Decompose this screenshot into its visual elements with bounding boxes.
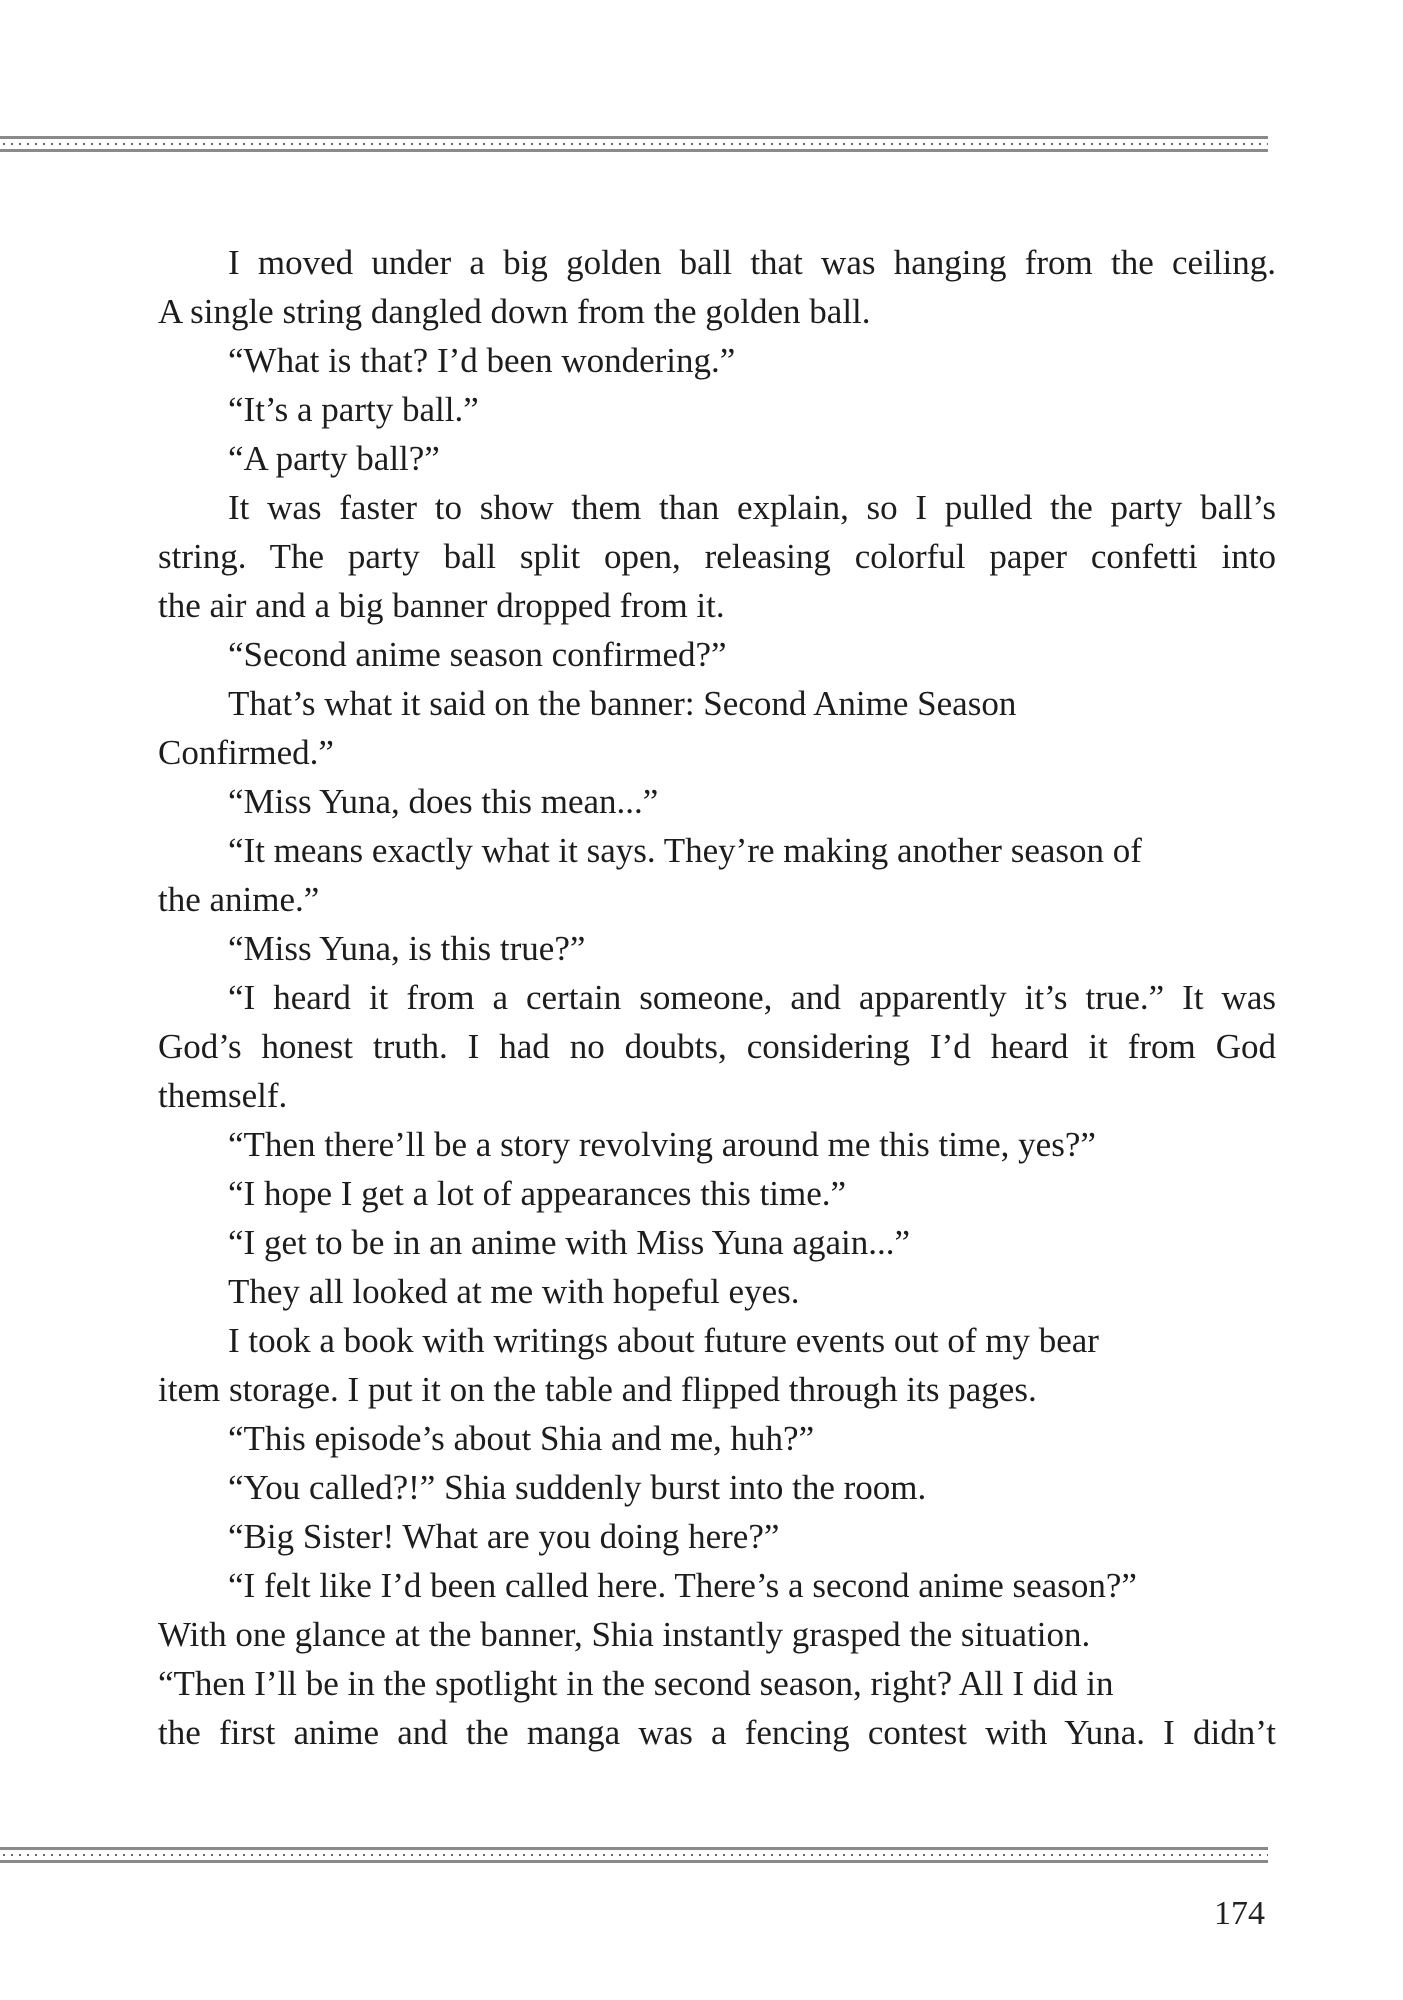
header-rule: [0, 136, 1268, 152]
text-line: They all looked at me with hopeful eyes.: [228, 1272, 800, 1311]
text-line: It was faster to show them than explain, so I pulled the party ball’s: [228, 488, 1276, 527]
text-line: Confirmed.”: [158, 733, 334, 772]
text-line: “I get to be in an anime with Miss Yuna again...”: [228, 1223, 911, 1262]
text-line: “What is that? I’d been wondering.”: [228, 341, 736, 380]
text-line: That’s what it said on the banner: Second Anime Season: [228, 684, 1017, 723]
text-line: “I hope I get a lot of appearances this time.”: [228, 1174, 847, 1213]
text-line: A single string dangled down from the golden ball.: [158, 292, 871, 331]
text-line: I moved under a big golden ball that was hanging from the ceiling.: [228, 243, 1276, 282]
text-line: I took a book with writings about future events out of my bear: [228, 1321, 1099, 1360]
text-line: themself.: [158, 1076, 288, 1115]
text-line: “You called?!” Shia suddenly burst into the room.: [228, 1468, 927, 1507]
text-line: With one glance at the banner, Shia instantly grasped the situation.: [158, 1615, 1091, 1654]
text-line: the first anime and the manga was a fencing contest with Yuna. I didn’t: [158, 1713, 1276, 1752]
text-line: “I felt like I’d been called here. There’s a second anime season?”: [228, 1566, 1137, 1605]
text-line: “A party ball?”: [228, 439, 440, 478]
text-line: “Second anime season confirmed?”: [228, 635, 727, 674]
text-line: “It means exactly what it says. They’re making another season of: [228, 831, 1142, 870]
text-line: “Big Sister! What are you doing here?”: [228, 1517, 780, 1556]
text-line: “It’s a party ball.”: [228, 390, 479, 429]
text-line: the anime.”: [158, 880, 320, 919]
page-number: 174: [1214, 1895, 1265, 1932]
text-line: “Miss Yuna, is this true?”: [228, 929, 586, 968]
text-line: item storage. I put it on the table and flipped through its pages.: [158, 1370, 1037, 1409]
text-line: “This episode’s about Shia and me, huh?”: [228, 1419, 815, 1458]
text-line: “Miss Yuna, does this mean...”: [228, 782, 659, 821]
text-line: God’s honest truth. I had no doubts, considering I’d heard it from God: [158, 1027, 1276, 1066]
text-line: “I heard it from a certain someone, and apparently it’s true.” It was: [228, 978, 1276, 1017]
text-line: string. The party ball split open, releasing colorful paper confetti into: [158, 537, 1276, 576]
text-line: “Then I’ll be in the spotlight in the second season, right? All I did in: [158, 1664, 1114, 1703]
footer-rule: [0, 1847, 1268, 1863]
text-line: the air and a big banner dropped from it.: [158, 586, 725, 625]
body-text: [158, 238, 1276, 1757]
text-line: “Then there’ll be a story revolving around me this time, yes?”: [228, 1125, 1096, 1164]
